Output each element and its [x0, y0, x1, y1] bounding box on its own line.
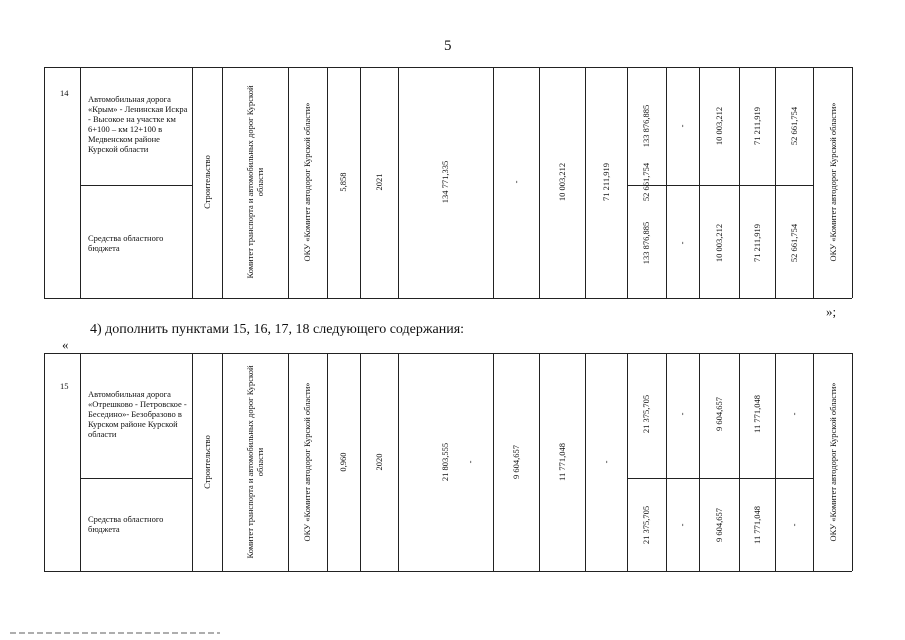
- customer: Комитет транспорта и автомобильных дорог Курской области: [245, 365, 265, 559]
- capacity: 5,858: [338, 172, 348, 192]
- dash-top: -: [677, 124, 687, 128]
- sum-bottom: 133 876,885: [641, 221, 651, 265]
- value-2-bottom: 11 771,048: [752, 506, 762, 544]
- dash-top-2: -: [789, 412, 799, 416]
- sum-top: 21 375,705: [641, 394, 651, 434]
- dash-bottom: -: [677, 241, 687, 245]
- value-2-top: 71 211,919: [752, 107, 762, 145]
- page-number: 5: [444, 38, 452, 54]
- value-3: 52 661,754: [641, 162, 651, 202]
- value-1-top: 10 003,212: [714, 106, 724, 146]
- open-quote: «: [62, 337, 69, 352]
- instruction-text: 4) дополнить пунктами 15, 16, 17, 18 следующего содержания:: [90, 322, 465, 337]
- value-1-bottom: 9 604,657: [714, 508, 724, 542]
- value-1: 10 003,212: [557, 162, 567, 202]
- dash: -: [511, 180, 521, 184]
- dash-2: -: [601, 460, 611, 464]
- row-number: 14: [60, 88, 69, 98]
- funding-source: Средства областного бюджета: [88, 514, 164, 534]
- work-type: Строительство: [202, 155, 212, 209]
- value-3-top: 52 661,754: [789, 106, 799, 146]
- scan-artifact: [10, 632, 220, 634]
- sum-bottom: 21 375,705: [641, 505, 651, 545]
- customer: Комитет транспорта и автомобильных дорог Курской области: [245, 85, 265, 279]
- value-2-top: 11 771,048: [752, 395, 762, 433]
- value-1: 9 604,657: [511, 445, 521, 479]
- row-number: 15: [60, 381, 69, 391]
- dash-bottom: -: [677, 523, 687, 527]
- value-2: 11 771,048: [557, 443, 567, 481]
- executor-right: ОКУ «Комитет автодорог Курской области»: [828, 382, 838, 542]
- year: 2020: [374, 453, 384, 471]
- object-name: Автомобильная дорога «Крым» - Ленинская Искра - Высокое на участке км 6+100 – км 12+100 в Медвенском районе Курской области: [88, 94, 188, 154]
- sum-top: 133 876,885: [641, 104, 651, 148]
- funding-source: Средства областного бюджета: [88, 233, 164, 253]
- executor: ОКУ «Комитет автодорог Курской области»: [302, 382, 312, 542]
- dash: -: [465, 460, 475, 464]
- total-cost: 134 771,335: [440, 160, 450, 204]
- total-cost: 21 803,555: [440, 442, 450, 482]
- year: 2021: [374, 173, 384, 191]
- object-name: Автомобильная дорога «Отрешково - Петровское - Беседино»- Безобразово в Курском районе Курской области: [88, 389, 187, 439]
- value-1-top: 9 604,657: [714, 397, 724, 431]
- work-type: Строительство: [202, 435, 212, 489]
- value-2: 71 211,919: [601, 163, 611, 201]
- value-1-bottom: 10 003,212: [714, 223, 724, 263]
- value-2-bottom: 71 211,919: [752, 224, 762, 262]
- value-3-bottom: 52 661,754: [789, 223, 799, 263]
- dash-top: -: [677, 412, 687, 416]
- dash-bottom-2: -: [789, 523, 799, 527]
- capacity: 0,960: [338, 452, 348, 472]
- close-quote: »;: [826, 304, 837, 319]
- executor-right: ОКУ «Комитет автодорог Курской области»: [828, 102, 838, 262]
- executor: ОКУ «Комитет автодорог Курской области»: [302, 102, 312, 262]
